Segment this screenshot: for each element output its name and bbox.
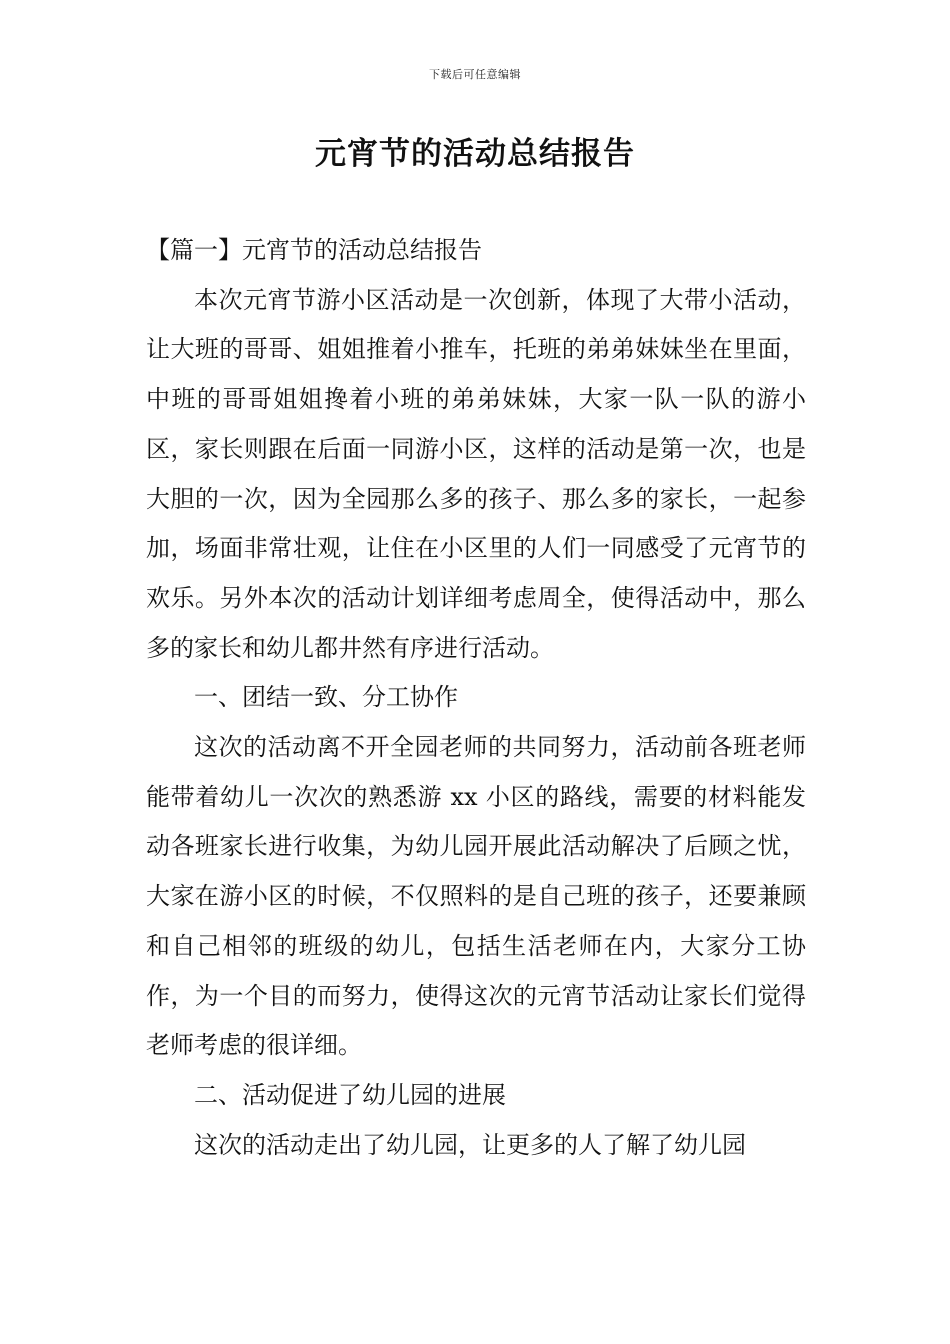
header-note: 下载后可任意编辑 — [429, 68, 521, 81]
document-title: 元宵节的活动总结报告 — [315, 136, 635, 172]
paragraph-intro: 本次元宵节游小区活动是一次创新，体现了大带小活动，让大班的哥哥、姐姐推着小推车，托班的弟弟妹妹坐在里面，中班的哥哥姐姐搀着小班的弟弟妹妹，大家一队一队的游小区，家长则跟在后面一同游小区，这样的活动是第一次，也是大胆的一次，因为全园那么多的孩子、那么多的家长，一起参加，场面非常壮观，让住在小区里的人们一同感受了元宵节的欢乐。另外本次的活动计划详细考虑周全，使得活动中，那么多的家长和幼儿都井然有序进行活动。 — [146, 285, 806, 662]
section-label: 【篇一】元宵节的活动总结报告 — [146, 236, 482, 264]
heading-unity: 一、团结一致、分工协作 — [194, 683, 458, 712]
heading-progress: 二、活动促进了幼儿园的进展 — [194, 1080, 506, 1109]
document-body — [146, 226, 806, 1170]
paragraph-progress: 这次的活动走出了幼儿园，让更多的人了解了幼儿园 — [194, 1130, 746, 1159]
paragraph-unity: 这次的活动离不开全园老师的共同努力，活动前各班老师能带着幼儿一次次的熟悉游 xx 小区的路线，需要的材料能发动各班家长进行收集，为幼儿园开展此活动解决了后顾之忧，大家在游小区的时候，不仅照料的是自己班的孩子，还要兼顾和自己相邻的班级的幼儿，包括生活老师在内，大家分工协作，为一个目的而努力，使得这次的元宵节活动让家长们觉得老师考虑的很详细。 — [146, 733, 806, 1060]
